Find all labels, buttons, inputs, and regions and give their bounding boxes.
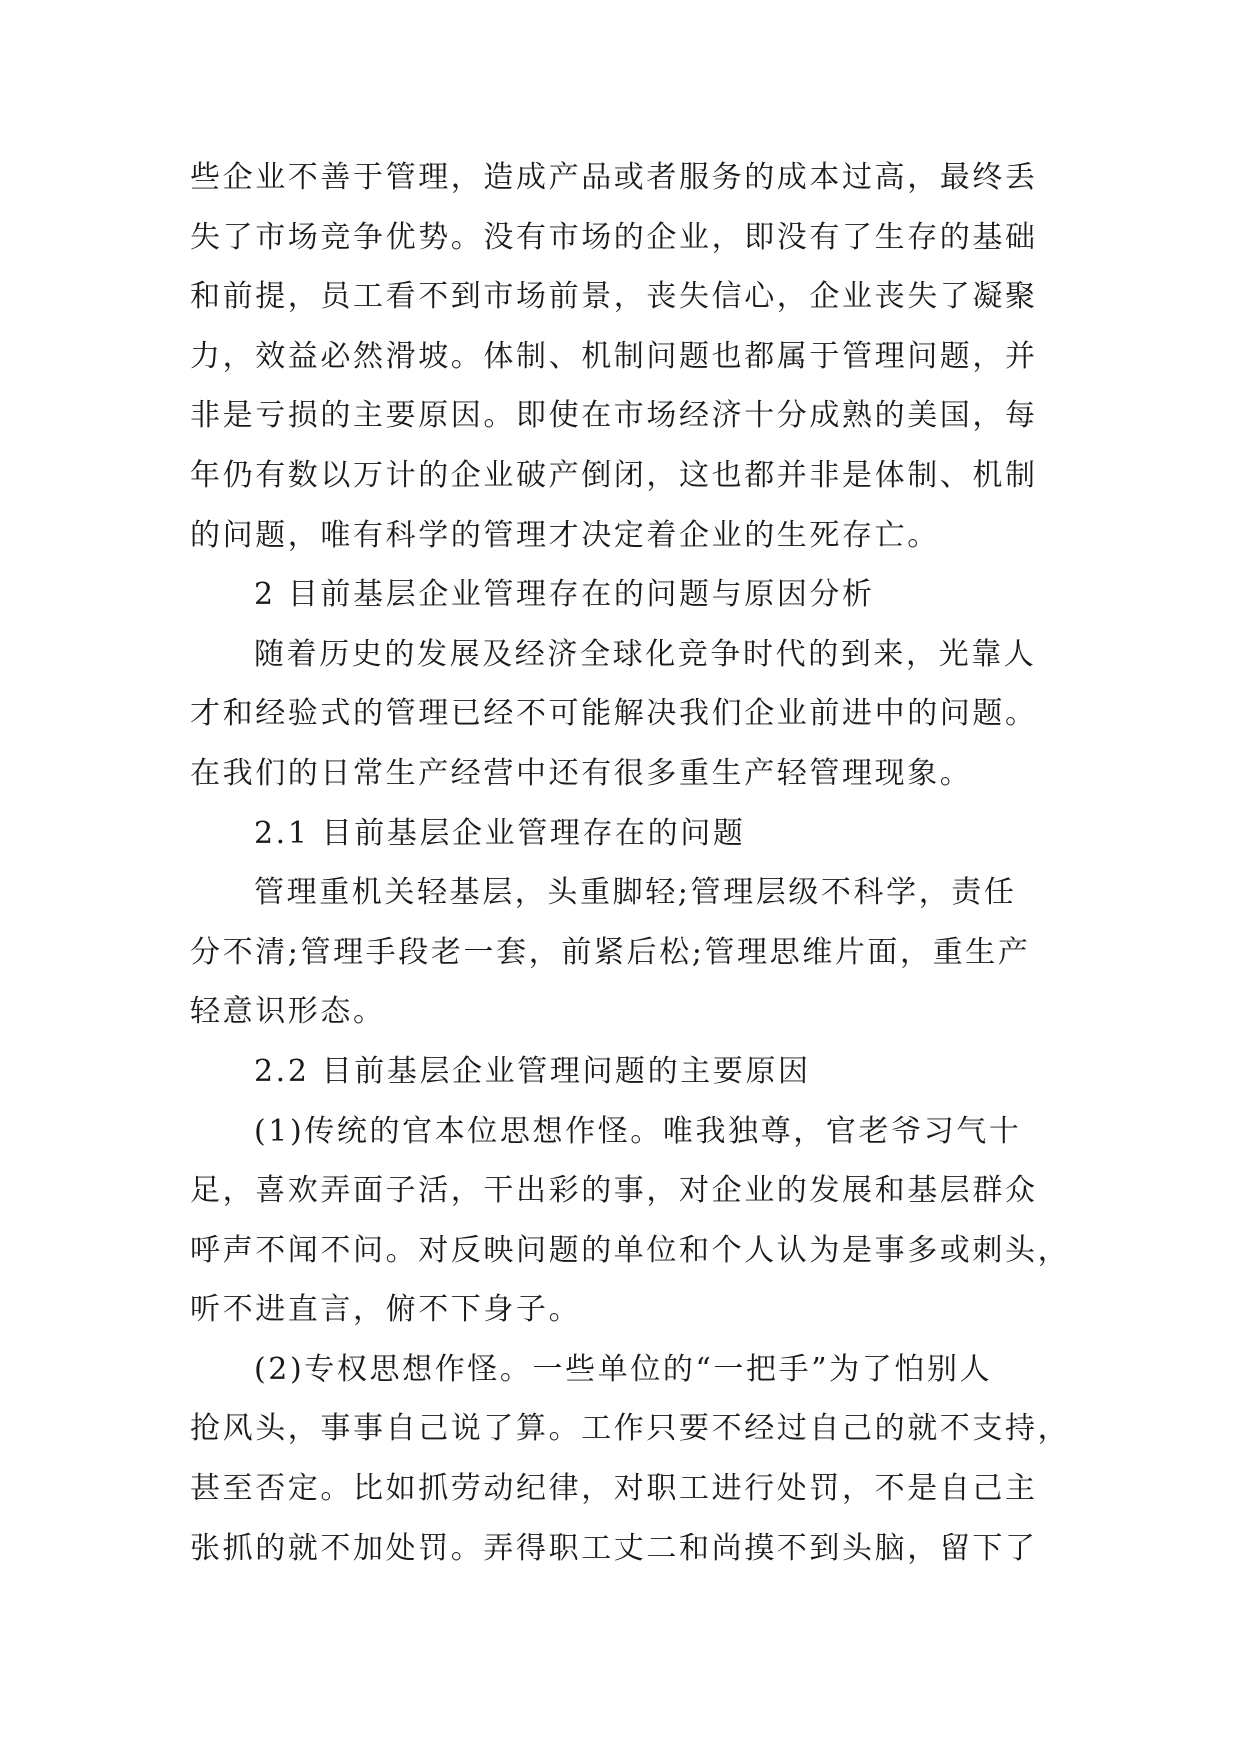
subsection-heading: 2.1 目前基层企业管理存在的问题: [254, 815, 746, 851]
body-line: 呼声不闻不问。对反映问题的单位和个人认为是事多或刺头，: [190, 1232, 1071, 1268]
body-line: 非是亏损的主要原因。即使在市场经济十分成熟的美国，每: [190, 398, 1038, 434]
body-line: 分不清;管理手段老一套，前紧后松;管理思维片面，重生产: [190, 934, 1031, 970]
body-line: 足，喜欢弄面子活，干出彩的事，对企业的发展和基层群众: [190, 1173, 1038, 1209]
body-line: 张抓的就不加处罚。弄得职工丈二和尚摸不到头脑，留下了: [190, 1530, 1038, 1566]
body-line: 些企业不善于管理，造成产品或者服务的成本过高，最终丢: [190, 160, 1038, 195]
paragraph-start-line: 管理重机关轻基层，头重脚轻;管理层级不科学，责任: [254, 875, 1017, 911]
body-line: 年仍有数以万计的企业破产倒闭，这也都并非是体制、机制: [190, 457, 1038, 493]
body-line: 才和经验式的管理已经不可能解决我们企业前进中的问题。: [190, 696, 1038, 732]
body-line: 失了市场竞争优势。没有市场的企业，即没有了生存的基础: [190, 219, 1038, 255]
document-body: [190, 148, 1071, 1578]
subsection-heading: 2.2 目前基层企业管理问题的主要原因: [254, 1053, 811, 1089]
paragraph-start-line: 随着历史的发展及经济全球化竞争时代的到来，光靠人: [254, 636, 1037, 672]
body-line: 甚至否定。比如抓劳动纪律，对职工进行处罚，不是自己主: [190, 1471, 1038, 1507]
paragraph-start-line: (1)传统的官本位思想作怪。唯我独尊，官老爷习气十: [254, 1113, 1022, 1149]
body-line: 的问题，唯有科学的管理才决定着企业的生死存亡。: [190, 517, 940, 553]
body-line: 在我们的日常生产经营中还有很多重生产轻管理现象。: [190, 755, 973, 791]
paragraph-start-line: (2)专权思想作怪。一些单位的“一把手”为了怕别人: [254, 1351, 993, 1387]
body-line: 和前提，员工看不到市场前景，丧失信心，企业丧失了凝聚: [190, 279, 1038, 315]
body-line: 听不进直言，俯不下身子。: [190, 1292, 582, 1328]
body-line: 轻意识形态。: [190, 994, 386, 1030]
body-line: 力，效益必然滑坡。体制、机制问题也都属于管理问题，并: [190, 338, 1038, 374]
body-line: 抢风头，事事自己说了算。工作只要不经过自己的就不支持，: [190, 1411, 1071, 1447]
section-heading: 2 目前基层企业管理存在的问题与原因分析: [254, 577, 875, 613]
